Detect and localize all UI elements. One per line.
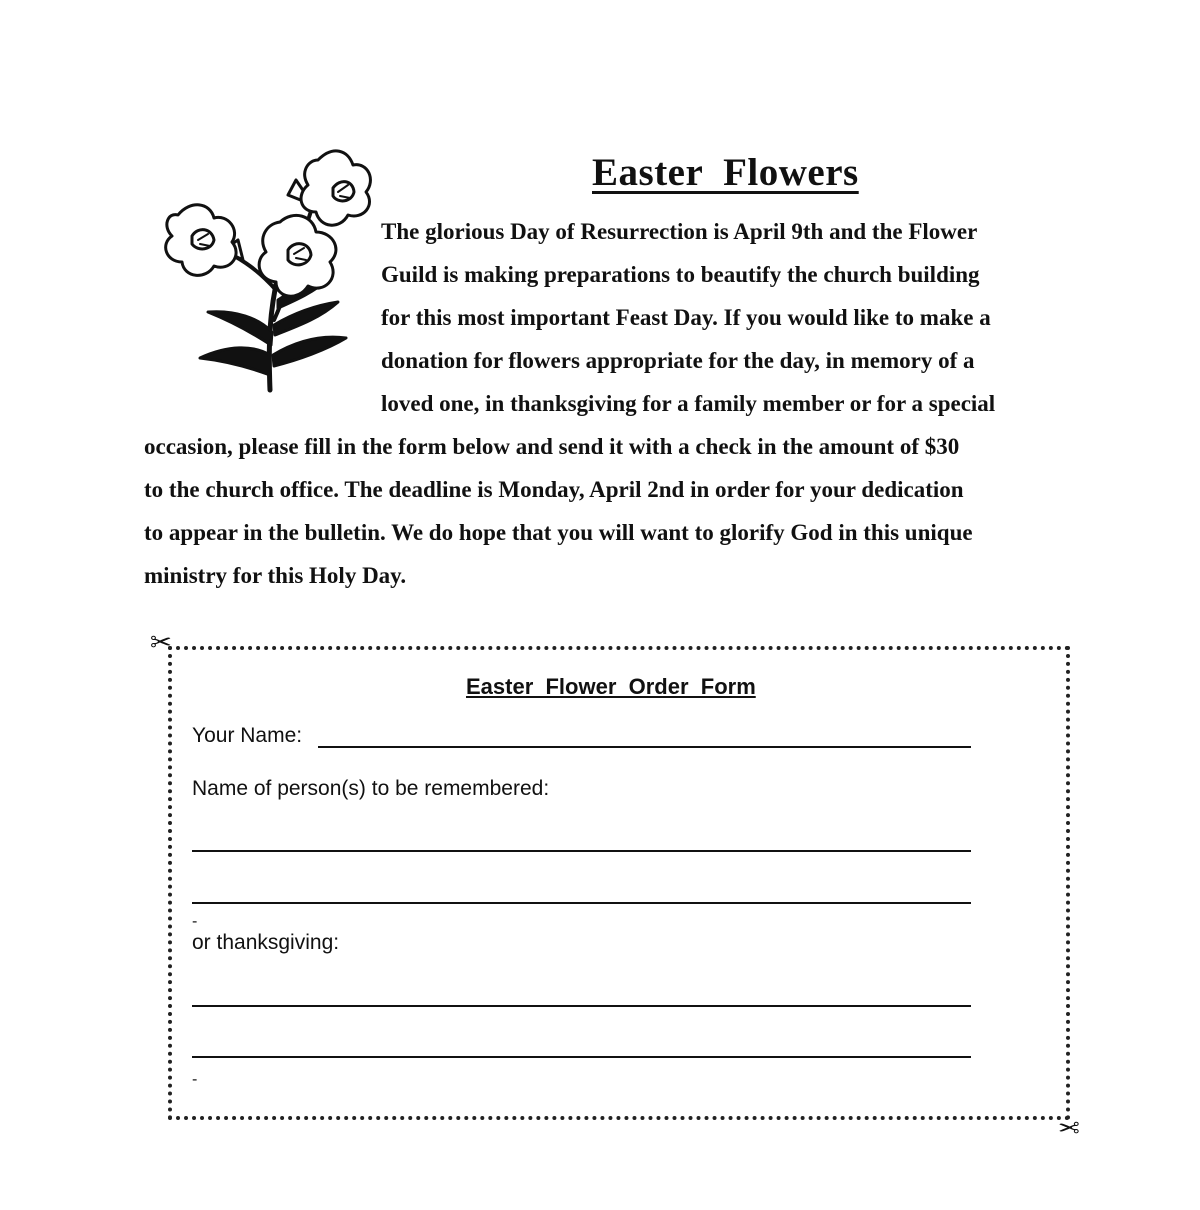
page-title: Easter Flowers	[592, 151, 859, 194]
thanksgiving-field-line-2[interactable]	[192, 1056, 971, 1058]
your-name-field[interactable]	[318, 746, 971, 748]
intro-line-7: to the church office. The deadline is Monday, April 2nd in order for your dedication	[144, 477, 964, 502]
stray-mark: -	[192, 1071, 198, 1088]
intro-line-3: for this most important Feast Day. If you would like to make a	[381, 305, 991, 330]
intro-line-4: donation for flowers appropriate for the day, in memory of a	[381, 348, 975, 373]
intro-line-6: occasion, please fill in the form below and send it with a check in the amount of $30	[144, 434, 960, 459]
intro-line-1: The glorious Day of Resurrection is April 9th and the Flower	[381, 219, 978, 244]
order-form-cutout	[168, 646, 1070, 1120]
intro-line-2: Guild is making preparations to beautify the church building	[381, 262, 980, 287]
remembered-field-line-2[interactable]	[192, 902, 971, 904]
scissors-icon: ✂	[1058, 1114, 1080, 1144]
intro-line-5: loved one, in thanksgiving for a family member or for a special	[381, 391, 996, 416]
intro-line-9: ministry for this Holy Day.	[144, 563, 407, 588]
your-name-label: Your Name:	[192, 724, 303, 747]
intro-line-8: to appear in the bulletin. We do hope that you will want to glorify God in this unique	[144, 520, 973, 545]
lily-illustration-icon	[148, 140, 388, 400]
scissors-icon: ✂	[150, 628, 172, 658]
stray-mark: -	[192, 913, 198, 930]
thanksgiving-label: or thanksgiving:	[192, 931, 340, 954]
remembered-field-line-1[interactable]	[192, 850, 971, 852]
thanksgiving-field-line-1[interactable]	[192, 1005, 971, 1007]
remembered-label: Name of person(s) to be remembered:	[192, 777, 550, 800]
order-form-title: Easter Flower Order Form	[466, 674, 756, 699]
